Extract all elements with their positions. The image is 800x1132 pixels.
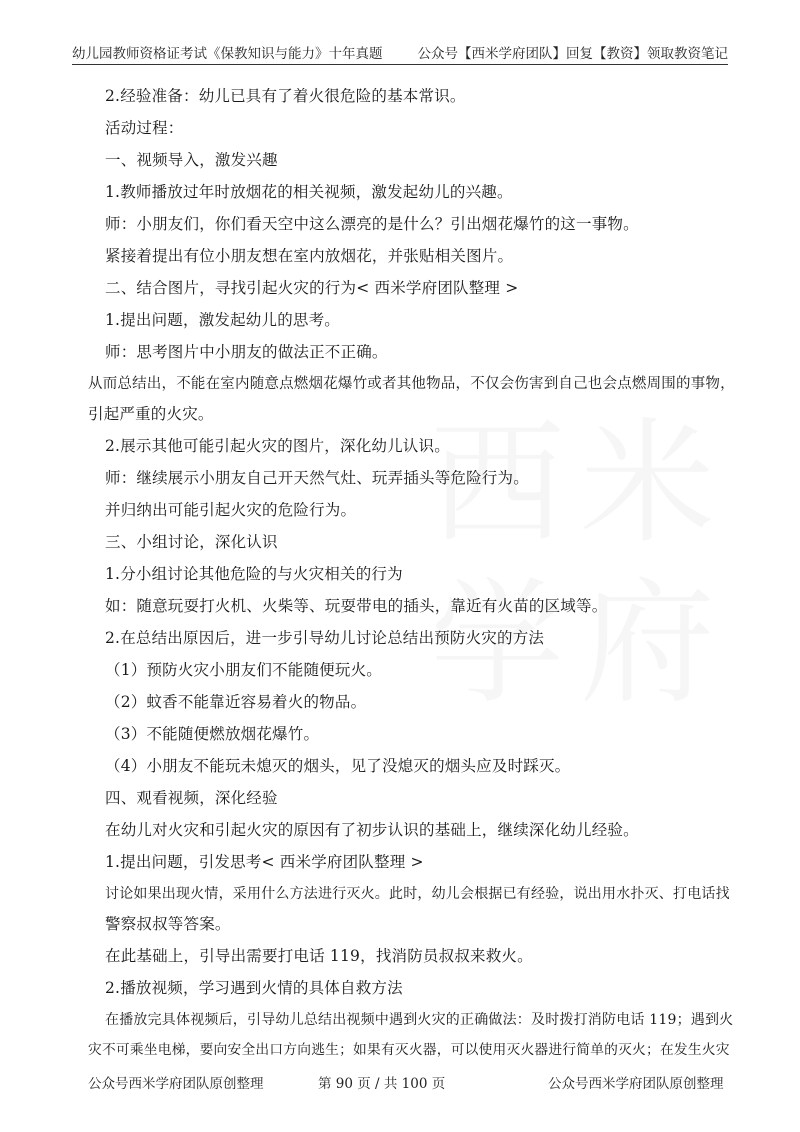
list-item: （4）小朋友不能玩未熄灭的烟头，见了没熄灭的烟头应及时踩灭。 <box>105 757 571 775</box>
section-heading: 二、结合图片，寻找引起火灾的行为< 西米学府团队整理 > <box>105 279 519 297</box>
footer-left-text: 公众号西米学府团队原创整理 <box>88 1076 264 1092</box>
watermark-char-1: 西 <box>430 405 565 562</box>
body-line: 2.播放视频，学习遇到火情的具体自救方法 <box>105 979 403 997</box>
watermark-char-3: 学 <box>430 565 565 722</box>
body-line: 2.经验准备：幼儿已具有了着火很危险的基本常识。 <box>105 87 466 105</box>
body-line: 灾不可乘坐电梯，要向安全出口方向逃生；如果有灭火器，可以使用灭火器进行简单的灭火；在发生火灾 <box>88 1042 730 1058</box>
header-right-text: 公众号【西米学府团队】回复【教资】领取教资笔记 <box>417 46 728 62</box>
watermark-char-2: 米 <box>580 405 715 562</box>
body-line: 并归纳出可能引起火灾的危险行为。 <box>105 501 357 519</box>
body-line: 1.提出问题，引发思考< 西米学府团队整理 > <box>105 853 424 871</box>
body-line: 在此基础上，引导出需要打电话 119，找消防员叔叔来救火。 <box>105 947 533 965</box>
header-left-text: 幼儿园教师资格证考试《保教知识与能力》十年真题 <box>72 46 383 62</box>
body-line: 师：继续展示小朋友自己开天然气灶、玩弄插头等危险行为。 <box>105 469 529 487</box>
body-line: 如：随意玩耍打火机、火柴等、玩耍带电的插头，靠近有火苗的区域等。 <box>105 597 608 615</box>
list-item: （2）蚊香不能靠近容易着火的物品。 <box>105 693 367 711</box>
list-item: （3）不能随便燃放烟花爆竹。 <box>105 725 320 743</box>
body-line: 在幼儿对火灾和引起火灾的原因有了初步认识的基础上，继续深化幼儿经验。 <box>105 821 639 839</box>
section-heading: 三、小组讨论，深化认识 <box>105 533 278 551</box>
body-line: 2.在总结出原因后，进一步引导幼儿讨论总结出预防火灾的方法 <box>105 629 545 647</box>
watermark-char-4: 府 <box>580 565 715 722</box>
body-line: 引起严重的火灾。 <box>88 405 214 423</box>
page-number: 第 90 页 / 共 100 页 <box>318 1076 446 1092</box>
section-heading: 一、视频导入，激发兴趣 <box>105 151 278 169</box>
page-footer <box>0 1072 800 1092</box>
body-line: 1.分小组讨论其他危险的与火灾相关的行为 <box>105 565 403 583</box>
section-heading: 四、观看视频，深化经验 <box>105 789 278 807</box>
body-line: 紧接着提出有位小朋友想在室内放烟花，并张贴相关图片。 <box>105 247 514 265</box>
footer-right-text: 公众号西米学府团队原创整理 <box>548 1076 724 1092</box>
body-line: 2.展示其他可能引起火灾的图片，深化幼儿认识。 <box>105 437 450 455</box>
body-line: 师：思考图片中小朋友的做法正不正确。 <box>105 343 388 361</box>
body-line: 师：小朋友们，你们看天空中这么漂亮的是什么？引出烟花爆竹的这一事物。 <box>105 215 639 233</box>
list-item: （1）预防火灾小朋友们不能随便玩火。 <box>105 661 382 679</box>
body-line: 讨论如果出现火情，采用什么方法进行灭火。此时，幼儿会根据已有经验，说出用水扑灭、打电话找 <box>105 886 730 902</box>
body-line: 在播放完具体视频后，引导幼儿总结出视频中遇到火灾的正确做法：及时拨打消防电话 119；遇到火 <box>105 1012 734 1028</box>
body-line: 1.提出问题，激发起幼儿的思考。 <box>105 311 340 329</box>
body-line: 活动过程： <box>105 119 184 137</box>
body-line: 警察叔叔等答案。 <box>105 915 231 933</box>
body-line: 1.教师播放过年时放烟花的相关视频，激发起幼儿的兴趣。 <box>105 183 513 201</box>
body-line: 从而总结出，不能在室内随意点燃烟花爆竹或者其他物品，不仅会伤害到自己也会点燃周围的事物， <box>88 376 735 392</box>
